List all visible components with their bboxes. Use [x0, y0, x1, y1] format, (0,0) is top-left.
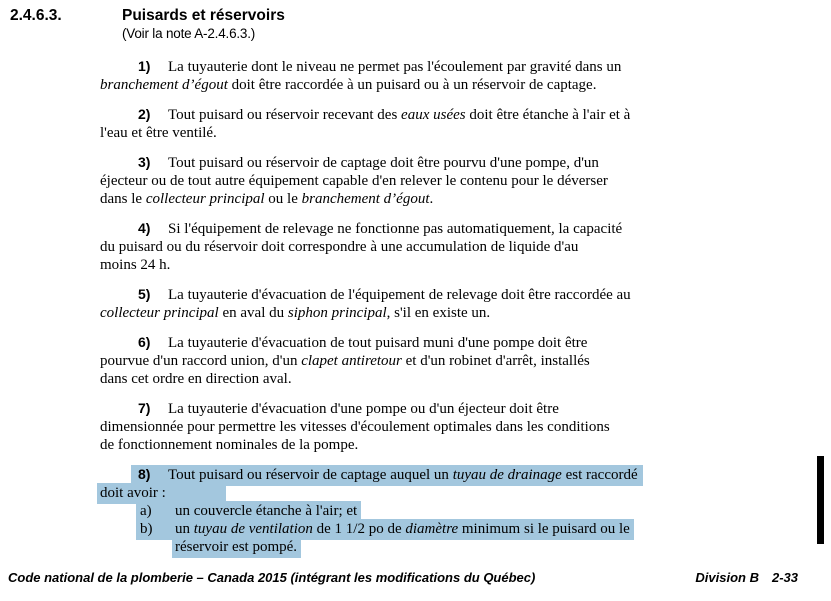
text-run: La tuyauterie dont le niveau ne permet pas l'écoulement par gravité dans un — [168, 59, 622, 75]
clause-7 — [100, 399, 760, 454]
section-title: Puisards et réservoirs — [122, 7, 285, 24]
text-run: du puisard ou du réservoir doit correspondre à une accumulation de liquide d'au — [100, 239, 579, 255]
text-line — [100, 76, 760, 94]
text-run: un — [175, 521, 194, 537]
text-run: La tuyauterie d'évacuation d'une pompe ou d'un éjecteur doit être — [168, 401, 559, 417]
defined-term: eaux usées — [401, 107, 466, 123]
text-line — [100, 238, 760, 256]
clause-number: 2) — [138, 106, 151, 122]
text-run: Si l'équipement de relevage ne fonctionne pas automatiquement, la capacité — [168, 221, 623, 237]
defined-term: tuyau de drainage — [452, 467, 562, 483]
text-run: l'eau et être ventilé. — [100, 125, 217, 141]
subclause-letter: b) — [140, 521, 153, 537]
defined-term: siphon principal — [287, 305, 387, 321]
text-run: réservoir est pompé. — [175, 539, 298, 555]
text-run: La tuyauterie d'évacuation de l'équipement de relevage doit être raccordée au — [168, 287, 631, 303]
highlighted-text — [172, 537, 301, 558]
text-run: de fonctionnement nominales de la pompe. — [100, 437, 359, 453]
defined-term: diamètre — [405, 521, 459, 537]
text-line — [100, 304, 760, 322]
text-run: éjecteur ou de tout autre équipement capable d'en relever le contenu pour le déverser — [100, 173, 608, 189]
clause-text — [97, 369, 292, 390]
defined-term: collecteur principal — [145, 191, 265, 207]
text-line — [100, 484, 760, 502]
defined-term: collecteur principal — [100, 305, 219, 321]
text-run: un couvercle étanche à l'air; et — [175, 503, 358, 519]
clause-number: 3) — [138, 154, 151, 170]
text-line — [100, 399, 760, 418]
text-run: doit être raccordée à un puisard ou à un réservoir de captage. — [227, 77, 597, 93]
section-number: 2.4.6.3. — [10, 7, 62, 24]
text-run: pourvue d'un raccord union, d'un — [100, 353, 302, 369]
clause-text — [97, 75, 596, 96]
text-run: minimum si le puisard ou le — [458, 521, 630, 537]
text-line — [100, 256, 760, 274]
text-line — [100, 502, 760, 520]
clause-number: 6) — [138, 334, 151, 350]
text-line — [100, 153, 760, 172]
footer-division: Division B — [695, 570, 759, 585]
text-line — [100, 219, 760, 238]
text-line — [100, 172, 760, 190]
clause-6 — [100, 333, 760, 388]
footer-document-title: Code national de la plomberie – Canada 2015 (intégrant les modifications du Québec) — [8, 570, 536, 585]
text-run: doit être étanche à l'air et à — [465, 107, 631, 123]
text-run: ou le — [264, 191, 302, 207]
text-line — [100, 105, 760, 124]
footer-page-number: 2-33 — [771, 570, 798, 585]
text-run: , s'il en existe un. — [386, 305, 491, 321]
text-run: et d'un robinet d'arrêt, installés — [401, 353, 590, 369]
text-line — [100, 333, 760, 352]
clause-text — [97, 255, 170, 276]
defined-term: branchement d’égout — [301, 191, 430, 207]
section-note: (Voir la note A-2.4.6.3.) — [122, 26, 256, 41]
subclause-a — [100, 502, 760, 520]
text-line — [100, 436, 760, 454]
defined-term: clapet antiretour — [301, 353, 402, 369]
text-run: dimensionnée pour permettre les vitesses d'écoulement optimales dans les conditions — [100, 419, 610, 435]
text-line — [100, 352, 760, 370]
text-line — [100, 538, 760, 556]
text-line — [100, 465, 760, 484]
text-run: dans cet ordre en direction aval. — [100, 371, 292, 387]
text-run: est raccordé — [561, 467, 638, 483]
clause-number: 4) — [138, 220, 151, 236]
text-run: . — [429, 191, 434, 207]
clause-3 — [100, 153, 760, 208]
clause-5 — [100, 285, 760, 322]
text-run: Tout puisard ou réservoir de captage auquel un — [168, 467, 453, 483]
clause-text — [97, 303, 490, 324]
clause-2 — [100, 105, 760, 142]
text-line — [100, 370, 760, 388]
section-body — [100, 46, 760, 556]
clause-number: 8) — [138, 466, 151, 482]
clause-text — [97, 189, 433, 210]
text-run: La tuyauterie d'évacuation de tout puisard muni d'une pompe doit être — [168, 335, 588, 351]
text-run: Tout puisard ou réservoir recevant des — [168, 107, 402, 123]
text-run: dans le — [100, 191, 146, 207]
text-run: Tout puisard ou réservoir de captage doit être pourvu d'une pompe, d'un — [168, 155, 599, 171]
text-run: doit avoir : — [100, 485, 166, 501]
subclause-letter: a) — [140, 503, 152, 519]
text-run: de 1 1/2 po de — [312, 521, 406, 537]
text-line — [100, 57, 760, 76]
clause-1 — [100, 57, 760, 94]
clause-text — [97, 435, 358, 456]
footer-page-ref — [695, 570, 798, 585]
defined-term: tuyau de ventilation — [193, 521, 313, 537]
clause-text — [97, 123, 217, 144]
text-run: moins 24 h. — [100, 257, 171, 273]
text-line — [100, 190, 760, 208]
change-marker-bar — [817, 456, 824, 544]
clause-number: 1) — [138, 58, 151, 74]
text-line — [100, 520, 760, 538]
clause-4 — [100, 219, 760, 274]
clause-number: 5) — [138, 286, 151, 302]
text-run: en aval du — [218, 305, 288, 321]
defined-term: branchement d’égout — [100, 77, 228, 93]
text-line — [100, 285, 760, 304]
clause-number: 7) — [138, 400, 151, 416]
text-line — [100, 124, 760, 142]
clause-8 — [100, 465, 760, 502]
text-line — [100, 418, 760, 436]
subclause-b — [100, 520, 760, 556]
